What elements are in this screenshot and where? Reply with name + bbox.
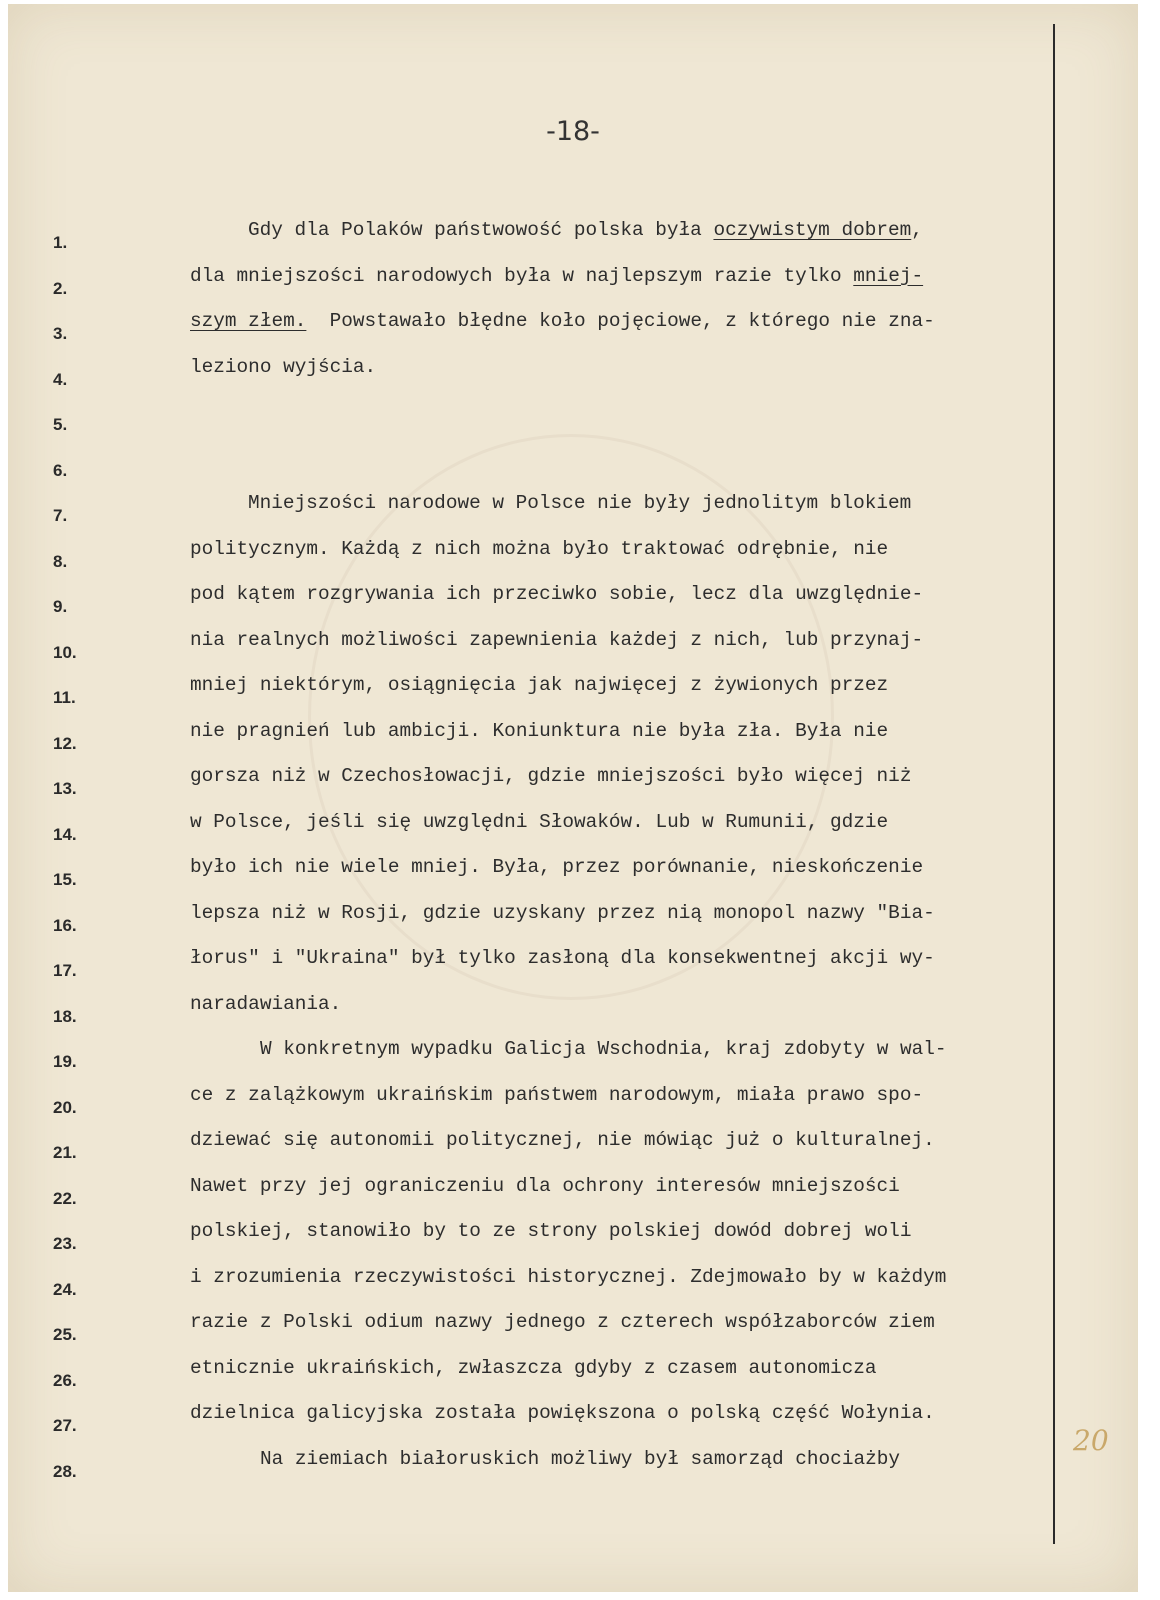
text-line [190,1306,1090,1352]
text-line [190,669,1090,715]
line-text: mniej niektórym, osiągnięcia jak najwięcej z żywionych przez [190,674,889,696]
text-line [190,1352,1090,1398]
line-text: dla mniejszości narodowych była w najlepszym razie tylko [190,264,854,287]
line-text: nie pragnień lub ambicji. Koniunktura nie była zła. Była nie [190,719,889,742]
line-number: 18. [53,1006,77,1026]
line-text: Mniejszości narodowe w Polsce nie były jednolitym blokiem [248,492,912,514]
line-text: łorus" i "Ukraina" był tylko zasłoną dla konsekwentnej akcji wy- [190,947,935,969]
line-number: 4. [53,369,68,389]
line-number: 7. [53,506,68,525]
line-number: 14. [53,824,77,844]
line-text: politycznym. Każdą z nich można było traktować odrębnie, nie [190,537,889,560]
line-number-column [53,230,113,1504]
line-number: 6. [53,460,68,480]
line-number: 20. [53,1097,77,1117]
line-number: 13. [53,779,77,798]
line-number: 16. [53,915,77,935]
line-text: etnicznie ukraińskich, zwłaszcza gdyby z czasem autonomicza [190,1356,877,1379]
line-text: , [911,219,923,241]
line-text: nia realnych możliwości zapewnienia każdej z nich, lub przynaj- [190,628,924,651]
text-line [190,533,1090,579]
line-number: 5. [53,415,68,434]
line-text: Gdy dla Polaków państwowość polska była [248,219,714,241]
line-text: naradawiania. [190,992,342,1015]
line-number: 1. [53,233,68,252]
text-line [190,305,1090,351]
underlined-text: oczywistym dobrem [713,219,912,241]
line-text: W konkretnym wypadku Galicja Wschodnia, kraj zdobyty w wal- [260,1038,947,1060]
text-line [190,1397,1090,1443]
line-text: dzielnica galicyjska została powiększona o polską część Wołynia. [190,1402,935,1424]
line-number: 10. [53,642,77,662]
text-line [190,897,1090,943]
text-line [190,442,1090,488]
text-line [190,260,1090,306]
line-number: 23. [53,1234,77,1253]
line-text: dziewać się autonomii politycznej, nie mówiąc już o kulturalnej. [190,1129,935,1151]
page-number: -18- [546,116,600,147]
text-line [190,487,1090,533]
text-line [190,396,1090,442]
handwritten-page-number: 20 [1073,1424,1109,1457]
text-line [190,1443,1090,1489]
line-text: leziono wyjścia. [190,355,377,378]
underlined-text: mniej- [853,264,924,287]
line-number: 24. [53,1279,77,1299]
line-text: w Polsce, jeśli się uwzględni Słowaków. Lub w Rumunii, gdzie [190,810,889,833]
text-line [190,578,1090,624]
text-line [190,806,1090,852]
text-line [190,760,1090,806]
text-line [190,1170,1090,1216]
line-text: polskiej, stanowiło by to ze strony polskiej dowód dobrej woli [190,1220,912,1242]
line-number: 11. [53,688,76,707]
line-number: 26. [53,1370,77,1390]
underlined-text: szym złem. [190,310,307,332]
line-text: było ich nie wiele mniej. Była, przez porównanie, nieskończenie [190,856,924,878]
line-number: 2. [53,278,68,298]
line-number: 15. [53,870,77,889]
text-line [190,351,1090,397]
line-text: Na ziemiach białoruskich możliwy był samorząd chociażby [260,1447,900,1470]
line-text: i zrozumienia rzeczywistości historycznej. Zdejmowało by w każdym [190,1265,947,1288]
line-text: ce z zalążkowym ukraińskim państwem narodowym, miała prawo spo- [190,1083,924,1106]
text-line [190,1033,1090,1079]
text-line [190,942,1090,988]
text-line [190,851,1090,897]
text-line [190,1261,1090,1307]
line-number: 9. [53,597,68,616]
line-text: gorsza niż w Czechosłowacji, gdzie mniejszości było więcej niż [190,765,912,787]
text-line [190,715,1090,761]
text-line [190,1079,1090,1125]
document-page [8,4,1138,1592]
line-number: 21. [53,1143,77,1162]
line-number: 3. [53,324,68,343]
line-number: 8. [53,551,68,571]
text-line [190,1124,1090,1170]
text-line [190,988,1090,1034]
line-number: 19. [53,1052,77,1071]
line-text: Powstawało błędne koło pojęciowe, z którego nie zna- [306,310,935,332]
line-number: 27. [53,1416,77,1435]
line-number: 28. [53,1461,77,1481]
line-number: 17. [53,961,77,980]
line-number: 25. [53,1325,77,1344]
line-text: Nawet przy jej ograniczeniu dla ochrony interesów mniejszości [190,1174,900,1197]
line-number: 22. [53,1188,77,1208]
text-line [190,1215,1090,1261]
line-text: pod kątem rozgrywania ich przeciwko sobie, lecz dla uwzględnie- [190,583,924,605]
document-body [190,214,1090,1488]
text-line [190,214,1090,260]
line-number: 12. [53,733,77,753]
text-line [190,624,1090,670]
line-text: razie z Polski odium nazwy jednego z czterech współzaborców ziem [190,1311,935,1333]
line-text: lepsza niż w Rosji, gdzie uzyskany przez nią monopol nazwy "Bia- [190,901,935,924]
